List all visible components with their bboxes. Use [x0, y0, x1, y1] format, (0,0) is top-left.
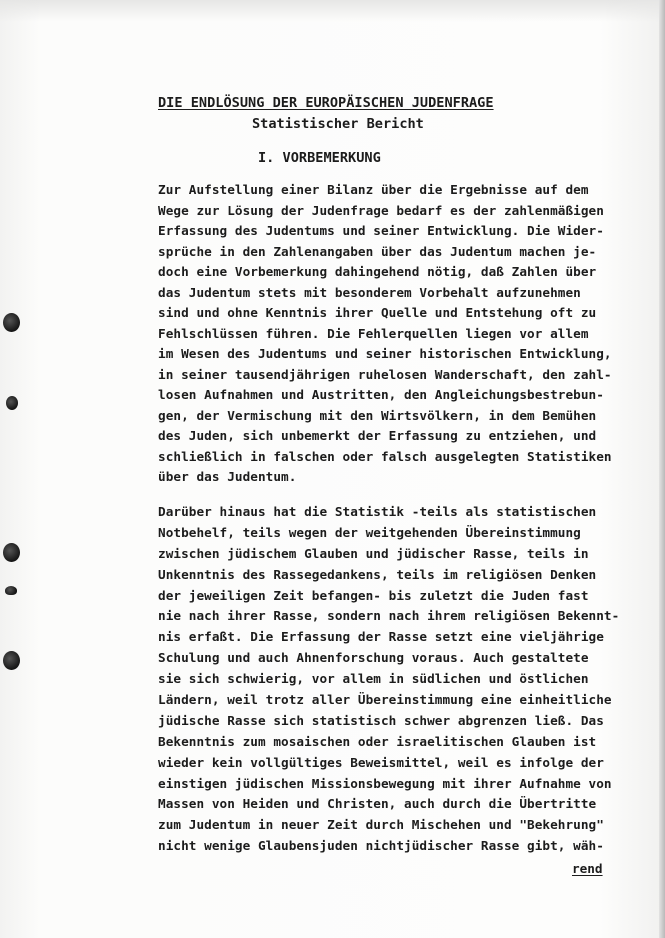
text-line: Schulung und auch Ahnenforschung voraus. Auch gestaltete	[158, 650, 589, 666]
text-line: im Wesen des Judentums und seiner historischen Entwicklung,	[158, 346, 612, 361]
text-line: Bekenntnis zum mosaischen oder israelitischen Glauben ist	[158, 733, 597, 749]
right-page-edge	[659, 0, 665, 938]
section-heading: I. VORBEMERKUNG	[258, 150, 381, 166]
text-line: über das Judentum.	[158, 469, 297, 484]
text-line: des Juden, sich unbemerkt der Erfassung zu entziehen, und	[158, 428, 597, 443]
text-line: Notbehelf, teils wegen der weitgehenden Übereinstimmung	[158, 524, 581, 540]
top-shadow	[0, 0, 665, 22]
text-line: gen, der Vermischung mit den Wirtsvölkern, in dem Bemühen	[158, 407, 597, 423]
punch-hole-5	[3, 651, 20, 670]
punch-hole-4	[5, 586, 17, 595]
text-line: Ländern, weil trotz aller Übereinstimmung eine einheitliche	[158, 692, 612, 708]
text-line: Darüber hinaus hat die Statistik -teils als statistischen	[158, 504, 597, 519]
punch-hole-1	[3, 313, 20, 332]
text-line: losen Aufnahmen und Austritten, den Angleichungsbestrebun-	[158, 387, 604, 402]
text-line: der jeweiligen Zeit befangen- bis zuletzt die Juden fast	[158, 587, 589, 603]
text-line: nicht wenige Glaubensjuden nichtjüdischer Rasse gibt, wäh-	[158, 838, 604, 854]
text-line: Erfassung des Judentums und seiner Entwicklung. Die Wider-	[158, 223, 604, 238]
page-continuation-word: rend	[572, 861, 603, 876]
text-line: wieder kein vollgültiges Beweismittel, weil es infolge der	[158, 754, 604, 770]
text-line: jüdische Rasse sich statistisch schwer abgrenzen ließ. Das	[158, 712, 604, 728]
text-line: sie sich schwierig, vor allem in südlichen und östlichen	[158, 671, 589, 687]
text-line: Massen von Heiden und Christen, auch durch die Übertritte	[158, 796, 597, 812]
text-line: sind und ohne Kenntnis ihrer Quelle und Entstehung oft zu	[158, 305, 597, 320]
text-line: Fehlschlüssen führen. Die Fehlerquellen liegen vor allem	[158, 325, 589, 341]
document-title: DIE ENDLÖSUNG DER EUROPÄISCHEN JUDENFRAGE	[158, 95, 494, 111]
text-line: nie nach ihrer Rasse, sondern nach ihrem religiösen Bekennt-	[158, 608, 620, 624]
text-line: das Judentum stets mit besonderem Vorbehalt aufzunehmen	[158, 284, 581, 300]
text-line: Unkenntnis des Rassegedankens, teils im religiösen Denken	[158, 566, 597, 582]
text-line: in seiner tausendjährigen ruhelosen Wanderschaft, den zahl-	[158, 366, 612, 382]
paragraph-2	[158, 502, 658, 857]
punch-hole-3	[3, 543, 20, 562]
text-line: zwischen jüdischem Glauben und jüdischer Rasse, teils in	[158, 545, 589, 561]
text-line: zum Judentum in neuer Zeit durch Mischehen und "Bekehrung"	[158, 817, 604, 833]
document-subtitle: Statistischer Bericht	[252, 116, 424, 132]
paragraph-1	[158, 180, 658, 488]
text-line: einstigen jüdischen Missionsbewegung mit ihrer Aufnahme von	[158, 775, 612, 791]
text-line: nis erfaßt. Die Erfassung der Rasse setzt eine vieljährige	[158, 629, 604, 645]
text-line: Zur Aufstellung einer Bilanz über die Ergebnisse auf dem	[158, 182, 589, 197]
text-line: doch eine Vorbemerkung dahingehend nötig, daß Zahlen über	[158, 264, 597, 279]
punch-hole-2	[6, 396, 18, 410]
text-line: schließlich in falschen oder falsch ausgelegten Statistiken	[158, 448, 612, 464]
text-line: Wege zur Lösung der Judenfrage bedarf es der zahlenmäßigen	[158, 202, 604, 218]
text-line: sprüche in den Zahlenangaben über das Judentum machen je-	[158, 243, 597, 259]
